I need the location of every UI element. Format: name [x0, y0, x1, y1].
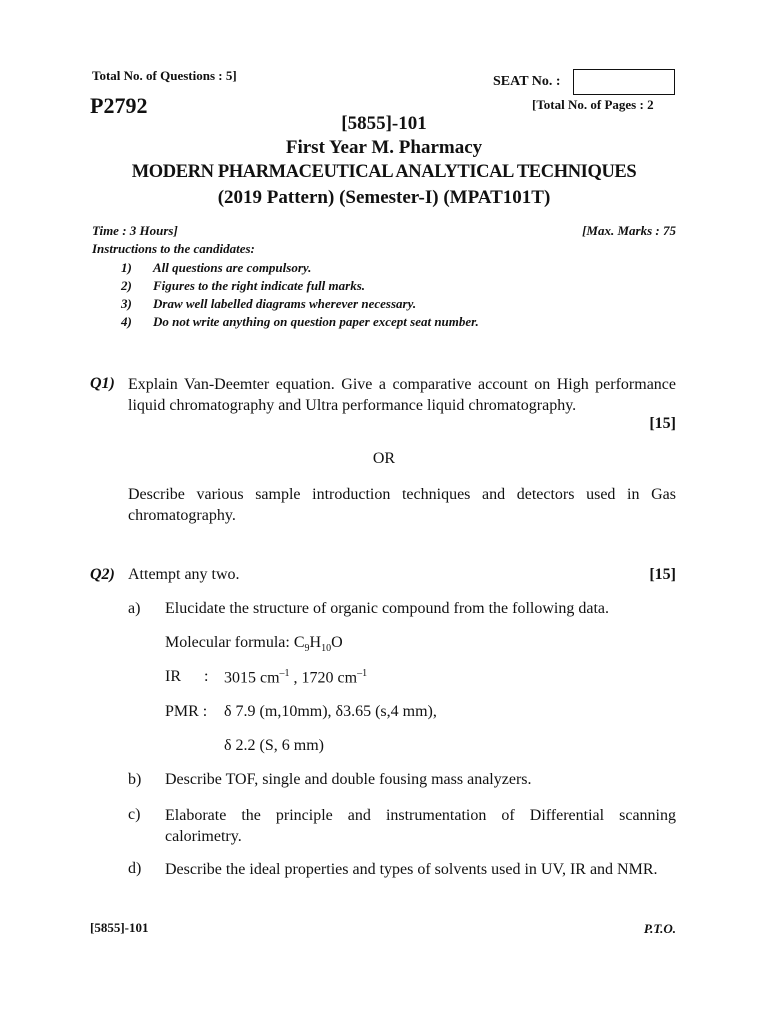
q2a-text: Elucidate the structure of organic compound from the following data.: [165, 600, 610, 617]
pmr-data-line2: δ 2.2 (S, 6 mm): [224, 737, 324, 754]
seat-label: SEAT No. :: [493, 74, 561, 89]
instructions-heading: Instructions to the candidates:: [92, 241, 255, 256]
instruction-text: Do not write anything on question paper except seat number.: [153, 314, 479, 329]
paper-code: P2792: [90, 93, 148, 118]
q2c-label: c): [128, 806, 141, 823]
total-pages: [Total No. of Pages : 2: [532, 97, 654, 112]
q2-text: Attempt any two.: [128, 566, 240, 583]
q1-number: Q1): [90, 375, 115, 392]
subject-title: MODERN PHARMACEUTICAL ANALYTICAL TECHNIQUES: [131, 162, 637, 182]
q2b-text: Describe TOF, single and double fousing mass analyzers.: [165, 771, 532, 788]
instruction-num: 2): [121, 278, 132, 293]
pto-label: P.T.O.: [643, 921, 676, 936]
ir-label: IR: [165, 668, 181, 685]
q1-marks: [15]: [649, 415, 676, 432]
instruction-num: 1): [121, 260, 132, 275]
footer-code: [5855]-101: [90, 920, 149, 935]
time-label: Time : 3 Hours]: [92, 223, 178, 238]
q2c-text: Elaborate the principle and instrumentation of Differential scanning calorimetry.: [165, 807, 676, 845]
instruction-text: Figures to the right indicate full marks.: [153, 278, 366, 293]
total-questions: Total No. of Questions : 5]: [92, 68, 237, 83]
seat-number-box: [573, 69, 675, 95]
instruction-num: 4): [121, 314, 132, 329]
pmr-data-line1: δ 7.9 (m,10mm), δ3.65 (s,4 mm),: [224, 703, 437, 720]
exam-code: [5855]-101: [341, 113, 427, 134]
instruction-num: 3): [121, 296, 132, 311]
or-separator: OR: [372, 450, 396, 467]
q1-alt-text: Describe various sample introduction techniques and detectors used in Gas chromatography.: [128, 486, 676, 524]
instruction-text: All questions are compulsory.: [153, 260, 312, 275]
q2-marks: [15]: [649, 566, 676, 583]
ir-colon: :: [204, 668, 209, 685]
ir-data: 3015 $cm^{-1}$ , 1720 $cm^{-1}$: [224, 668, 368, 687]
pmr-label: PMR :: [165, 703, 208, 720]
q2b-label: b): [128, 771, 142, 788]
pattern-line: (2019 Pattern) (Semester-I) (MPAT101T): [217, 187, 551, 208]
q2d-text: Describe the ideal properties and types of solvents used in UV, IR and NMR.: [165, 861, 658, 878]
course-year: First Year M. Pharmacy: [285, 137, 483, 158]
q2d-label: d): [128, 860, 142, 877]
molecular-formula: Molecular formula: $C_9H_{10}O$: [165, 634, 343, 655]
instruction-text: Draw well labelled diagrams wherever necessary.: [153, 296, 417, 311]
max-marks: [Max. Marks : 75: [582, 223, 676, 238]
q2-number: Q2): [90, 566, 115, 583]
q2a-label: a): [128, 600, 141, 617]
q1-text: Explain Van-Deemter equation. Give a comparative account on High performance liquid chromatography and Ultra performance liquid chromatography.: [128, 376, 676, 414]
